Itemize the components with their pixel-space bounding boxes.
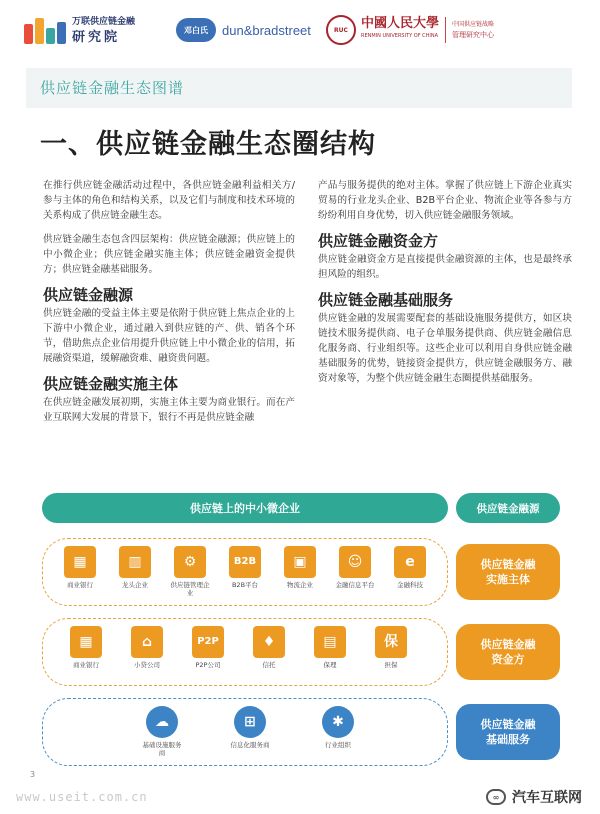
node-icon: ⊞	[234, 706, 266, 738]
logo-wanlian	[24, 10, 135, 50]
diagram-node	[186, 626, 230, 669]
node-label: 金融信息平台	[335, 581, 375, 589]
diagram-node	[388, 546, 432, 589]
diagram-node	[316, 706, 360, 749]
side-label-line: 实施主体	[486, 573, 530, 586]
node-icon: 保	[375, 626, 407, 658]
paragraph: 供应链金融资金方是直接提供金融资源的主体，也是最终承担风险的组织。	[318, 254, 572, 280]
globe-icon: 邓白氏	[176, 18, 216, 42]
paragraph: 供应链金融生态包含四层架构：供应链金融源；供应链上的中小微企业；供应链金融实施主体；供应链金融资金提供方；供应链金融基础服务。	[43, 234, 295, 275]
node-label: 商业银行	[73, 661, 99, 669]
diagram-node	[140, 706, 184, 757]
node-icon: ⌂	[131, 626, 163, 658]
side-label-line: 供应链金融	[480, 718, 536, 731]
section-tag-band	[26, 68, 572, 108]
paragraph: 产品与服务提供的绝对主体。掌握了供应链上下游企业真实贸易的行业龙头企业、B2B平台企业、物流企业等各参与方纷纷利用自身优势，切入供应链金融服务领域。	[318, 180, 572, 221]
page-title: 一、供应链金融生态圈结构	[40, 129, 376, 160]
university-seal-icon: RUC	[326, 15, 356, 45]
node-icon: ⚙	[174, 546, 206, 578]
node-icon: ▤	[314, 626, 346, 658]
logo2-name: dun&bradstreet	[222, 22, 311, 38]
diagram-node	[125, 626, 169, 669]
wanlian-logo-mark-icon	[24, 16, 68, 44]
paragraph: 在推行供应链金融活动过程中，各供应链金融利益相关方/参与主体的角色和结构关系，以及它们与制度和技术环境的关系构成了供应链金融生态。	[43, 180, 295, 221]
node-icon: B2B	[229, 546, 261, 578]
logo-dnb	[176, 10, 311, 50]
node-label: 金融科技	[397, 581, 423, 589]
node-label: 基础设施服务商	[142, 741, 182, 757]
sme-bar: 供应链上的中小微企业	[42, 493, 448, 523]
source-label: 供应链金融源	[456, 493, 560, 523]
diagram-node	[113, 546, 157, 589]
side-label-funder	[456, 624, 560, 680]
paragraph: 供应链金融的受益主体主要是依附于供应链上焦点企业的上下游中小微企业，通过融入到供应链的产、供、销各个环节，借助焦点企业信用提升供应链上中小微企业的信用，拓展融资渠道，缓解融资难、融资贵问题。	[43, 308, 295, 364]
section-tag: 供应链金融生态图谱	[40, 79, 185, 97]
wechat-brand-icon: ∞	[486, 789, 506, 805]
node-icon: ☁	[146, 706, 178, 738]
side-label-line: 供应链金融	[480, 638, 536, 651]
logo3-right-bottom: 管理研究中心	[452, 31, 495, 39]
logo3-en: RENMIN UNIVERSITY OF CHINA	[361, 33, 439, 39]
node-label: 商业银行	[67, 581, 93, 589]
diagram-node	[64, 626, 108, 669]
diagram-node	[333, 546, 377, 589]
logo-renmin	[326, 10, 494, 50]
brand-mark	[486, 787, 582, 807]
brand-name: 汽车互联网	[512, 790, 582, 806]
page-number: 3	[30, 770, 36, 779]
diagram-node	[278, 546, 322, 589]
side-label-line: 基础服务	[486, 733, 530, 746]
side-label-line: 供应链金融	[480, 558, 536, 571]
right-column	[318, 178, 572, 395]
section-heading: 供应链金融源	[43, 286, 134, 304]
node-label: 龙头企业	[122, 581, 148, 589]
node-label: 信托	[262, 661, 276, 669]
paragraph: 供应链金融的发展需要配套的基础设施服务提供方，如区块链技术服务提供商、电子仓单服务提供商、供应链金融信息化服务商、行业组织等。这些企业可以利用自身供应链金融基础服务的优势，链接资金提供方，供应链金融服务方、融资对象等，为整个供应链金融生态圈提供基础服务。	[318, 313, 572, 384]
node-label: 供应链管理企业	[170, 581, 210, 597]
diagram-node	[369, 626, 413, 669]
logo3-right-top: 中国供应链战略	[452, 21, 495, 28]
side-label-implementer	[456, 544, 560, 600]
section-heading: 供应链金融实施主体	[43, 375, 179, 393]
node-label: 保理	[323, 661, 337, 669]
logo3-name: 中國人民大學	[361, 16, 440, 31]
node-icon: ▥	[119, 546, 151, 578]
paragraph: 在供应链金融发展初期，实施主体主要为商业银行。而在产业互联网大发展的背景下，银行不再是供应链金融	[43, 397, 295, 423]
node-icon: ▦	[70, 626, 102, 658]
watermark: www.useit.com.cn	[16, 790, 148, 804]
node-label: 信息化服务商	[230, 741, 270, 749]
header-logos	[0, 10, 600, 50]
logo1-bottom-text: 研究院	[72, 30, 121, 45]
diagram-node	[168, 546, 212, 597]
section-heading: 供应链金融资金方	[318, 232, 439, 250]
left-column	[43, 178, 295, 434]
side-label-line: 资金方	[491, 653, 525, 666]
side-label-infrastructure	[456, 704, 560, 760]
node-icon: ♦	[253, 626, 285, 658]
node-icon: e	[394, 546, 426, 578]
logo-divider	[445, 17, 446, 43]
node-icon: ▦	[64, 546, 96, 578]
node-icon: ☺	[339, 546, 371, 578]
logo1-top-text: 万联供应链金融	[72, 17, 136, 27]
diagram-node	[223, 546, 267, 589]
node-label: P2P公司	[195, 661, 221, 669]
diagram-node	[247, 626, 291, 669]
diagram-node	[58, 546, 102, 589]
node-icon: ▣	[284, 546, 316, 578]
diagram-node	[228, 706, 272, 749]
node-label: B2B平台	[231, 581, 259, 589]
node-icon: P2P	[192, 626, 224, 658]
node-label: 小贷公司	[134, 661, 160, 669]
node-label: 担保	[384, 661, 398, 669]
section-heading: 供应链金融基础服务	[318, 291, 454, 309]
node-label: 行业组织	[325, 741, 351, 749]
node-label: 物流企业	[287, 581, 313, 589]
diagram-node	[308, 626, 352, 669]
node-icon: ✱	[322, 706, 354, 738]
